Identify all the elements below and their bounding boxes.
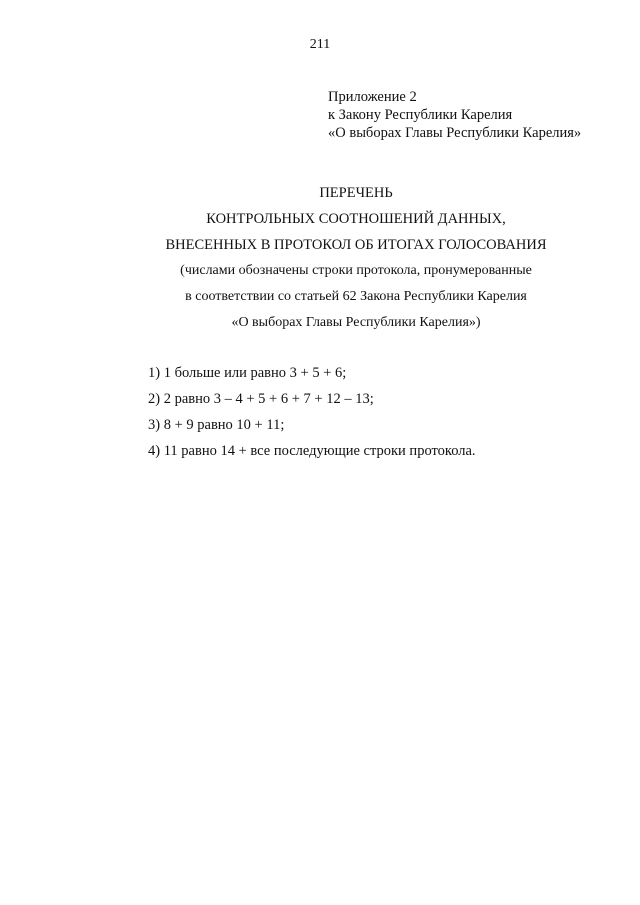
- title-line-1: ПЕРЕЧЕНЬ: [319, 185, 393, 201]
- appendix-line-1: Приложение 2: [328, 89, 417, 105]
- title-line-3: ВНЕСЕННЫХ В ПРОТОКОЛ ОБ ИТОГАХ ГОЛОСОВАНИЯ: [165, 237, 547, 253]
- title-note-3: «О выборах Главы Республики Карелия»): [231, 315, 481, 330]
- list-item: 4) 11 равно 14 + все последующие строки протокола.: [148, 443, 476, 459]
- list-item: 2) 2 равно 3 – 4 + 5 + 6 + 7 + 12 – 13;: [148, 391, 374, 407]
- list-item: 1) 1 больше или равно 3 + 5 + 6;: [148, 365, 347, 381]
- title-note-1: (числами обозначены строки протокола, пронумерованные: [180, 263, 532, 278]
- appendix-line-3: «О выборах Главы Республики Карелия»: [328, 125, 582, 141]
- appendix-line-2: к Закону Республики Карелия: [328, 107, 513, 123]
- document-title-block: [0, 180, 640, 336]
- appendix-header: [328, 88, 581, 142]
- title-note-2: в соответствии со статьей 62 Закона Республики Карелия: [185, 289, 527, 304]
- list-item: 3) 8 + 9 равно 10 + 11;: [148, 417, 285, 433]
- page-number: 211: [309, 37, 331, 52]
- title-line-2: КОНТРОЛЬНЫХ СООТНОШЕНИЙ ДАННЫХ,: [206, 211, 506, 227]
- control-ratios-list: [148, 360, 476, 464]
